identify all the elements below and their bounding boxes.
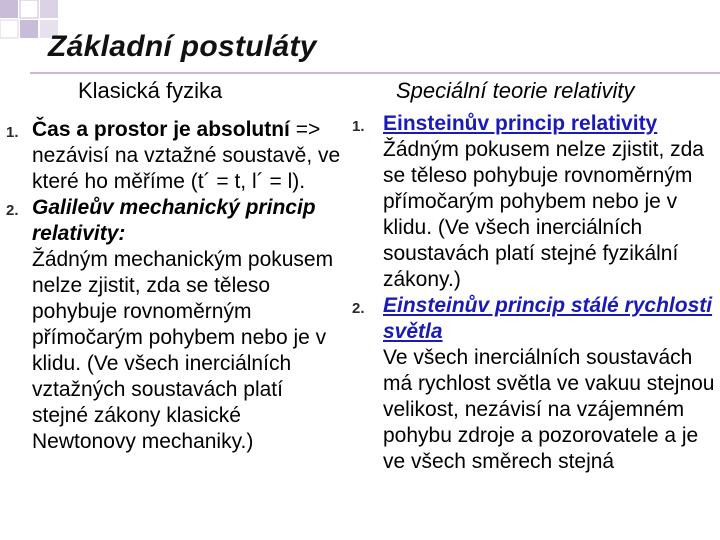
relativity-list (350, 111, 720, 475)
postulate-text: => nezávisí na vztažné soustavě, ve které ho měříme (t´ = t, l´ = l). (32, 118, 341, 193)
title-divider (30, 72, 720, 74)
relativity-heading: Speciální teorie relativity (396, 78, 635, 103)
postulate-link[interactable]: Einsteinův princip stálé rychlosti světla (383, 294, 713, 343)
postulate-link[interactable]: Einsteinův princip relativity (383, 112, 658, 135)
list-item (350, 293, 720, 475)
list-item (6, 117, 341, 195)
classical-list (6, 117, 341, 455)
item-number: 2. (6, 202, 19, 219)
list-item (6, 195, 341, 455)
postulate-text: Ve všech inerciálních soustavách má rychlost světla ve vakuu stejnou velikost, nezávisí na vzájemném pohybu zdroje a pozorovatele a je ve všech směrech stejná (383, 346, 715, 473)
postulate-text: Žádným mechanickým pokusem nelze zjistit, zda se těleso pohybuje rovnoměrným přímočarým pohybem nebo je v klidu. (Ve všech inerciálních vztažných soustavách platí stejné zákony klasické Newtonovy mechaniky.) (32, 248, 334, 453)
postulate-label: Galileův mechanický princip relativity: (32, 196, 316, 245)
classical-heading: Klasická fyzika (78, 78, 223, 103)
slide-title: Základní postuláty (48, 30, 317, 63)
item-number: 2. (352, 300, 365, 317)
postulate-label: Čas a prostor je absolutní (32, 118, 290, 141)
list-item (350, 111, 720, 293)
postulate-text: Žádným pokusem nelze zjistit, zda se těleso pohybuje rovnoměrným přímočarým pohybem nebo je v klidu. (Ve všech inerciálních soustavách platí stejné fyzikální zákony.) (383, 138, 704, 291)
item-number: 1. (6, 124, 19, 141)
item-number: 1. (352, 118, 365, 135)
